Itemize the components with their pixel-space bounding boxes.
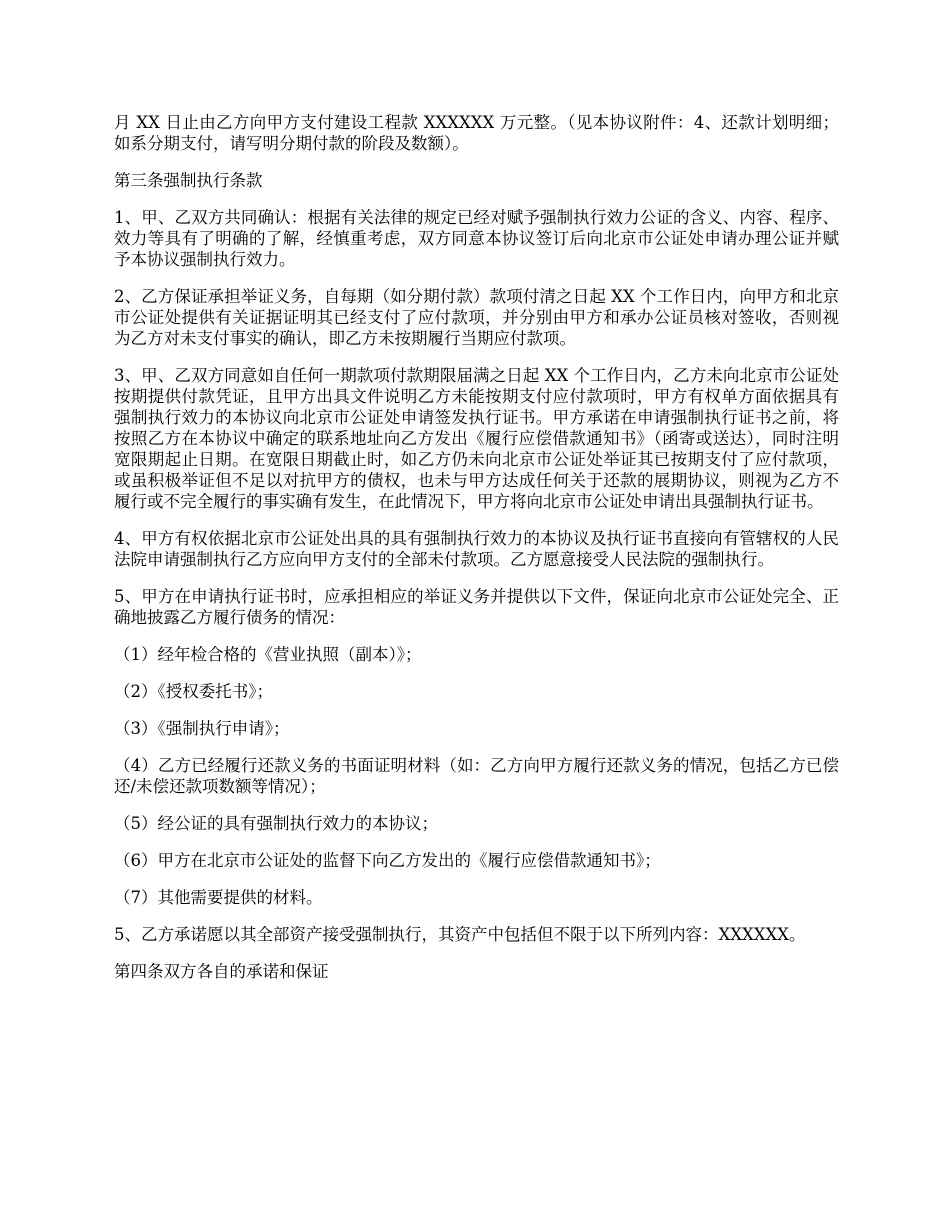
- list-item-6: （6）甲方在北京市公证处的监督下向乙方发出的《履行应偿借款通知书》；: [114, 851, 661, 870]
- paragraph-clause-5: 5、甲方在申请执行证书时，应承担相应的举证义务并提供以下文件，保证向北京市公证处完全、正确地披露乙方履行债务的情况：: [114, 587, 839, 627]
- list-item-3: （3）《强制执行申请》；: [114, 719, 290, 738]
- paragraph-clause-3: 3、甲、乙双方同意如自任何一期款项付款期限届满之日起 XX 个工作日内，乙方未向北京市公证处按期提供付款凭证，且甲方出具文件说明乙方未能按期支付应付款项时，甲方有权单方面依据具有强制执行效力的本协议向北京市公证处申请签发执行证书。甲方承诺在申请强制执行证书之前，将按照乙方在本协议中确定的联系地址向乙方发出《履行应偿借款通知书》（函寄或送达），同时注明宽限期起止日期。在宽限日期截止时，如乙方仍未向北京市公证处举证其已按期支付了应付款项，或虽积极举证但不足以对抗甲方的债权，也未与甲方达成任何关于还款的展期协议，则视为乙方不履行或不完全履行的事实确有发生，在此情况下，甲方将向北京市公证处申请出具强制执行证书。: [114, 366, 839, 511]
- list-item-1: （1）经年检合格的《营业执照（副本）》；: [114, 645, 422, 664]
- list-item-4: （4）乙方已经履行还款义务的书面证明材料（如：乙方向甲方履行还款义务的情况，包括乙方已偿还/未偿还款项数额等情况）；: [114, 756, 839, 796]
- list-item-5: （5）经公证的具有强制执行效力的本协议；: [114, 814, 438, 833]
- document-body: [114, 112, 839, 998]
- heading-article-3: 第三条强制执行条款: [114, 171, 263, 190]
- paragraph-clause-1: 1、甲、乙双方共同确认：根据有关法律的规定已经对赋予强制执行效力公证的含义、内容、程序、效力等具有了明确的了解，经慎重考虑，双方同意本协议签订后向北京市公证处申请办理公证并赋予本协议强制执行效力。: [114, 208, 839, 269]
- heading-article-4: 第四条双方各自的承诺和保证: [114, 962, 329, 981]
- list-item-7: （7）其他需要提供的材料。: [114, 888, 323, 907]
- list-item-2: （2）《授权委托书》；: [114, 682, 273, 701]
- paragraph-payment-term: 月 XX 日止由乙方向甲方支付建设工程款 XXXXXX 万元整。（见本协议附件：4、还款计划明细；如系分期支付，请写明分期付款的阶段及数额）。: [114, 113, 839, 153]
- paragraph-clause-5-assets: 5、乙方承诺愿以其全部资产接受强制执行，其资产中包括但不限于以下所列内容：XXXXXX。: [114, 925, 806, 944]
- paragraph-clause-2: 2、乙方保证承担举证义务，自每期（如分期付款）款项付清之日起 XX 个工作日内，向甲方和北京市公证处提供有关证据证明其已经支付了应付款项，并分别由甲方和承办公证员核对签收，否则视为乙方对未支付事实的确认，即乙方未按期履行当期应付款项。: [114, 287, 839, 348]
- paragraph-clause-4: 4、甲方有权依据北京市公证处出具的具有强制执行效力的本协议及执行证书直接向有管辖权的人民法院申请强制执行乙方应向甲方支付的全部未付款项。乙方愿意接受人民法院的强制执行。: [114, 529, 839, 569]
